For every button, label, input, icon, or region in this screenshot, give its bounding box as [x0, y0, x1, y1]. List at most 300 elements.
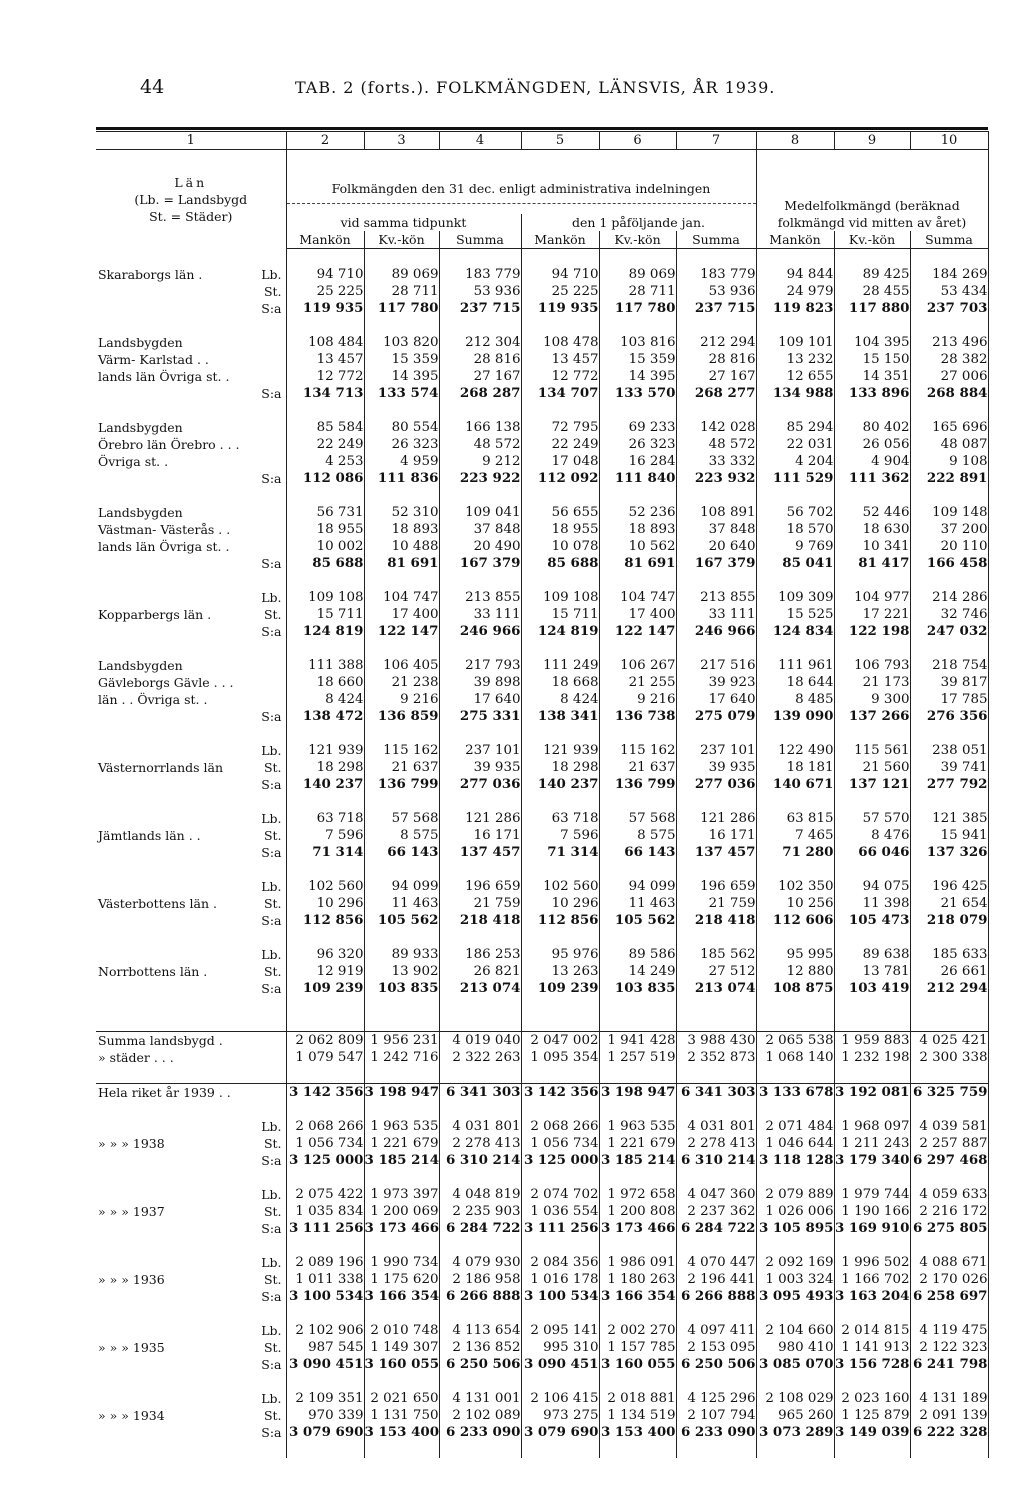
- table-cell: 57 570: [834, 810, 910, 827]
- table-row: [96, 538, 988, 555]
- table-cell: 52 446: [834, 504, 910, 521]
- table-cell: 3 163 204: [834, 1288, 910, 1304]
- table-cell: 965 260: [756, 1407, 834, 1424]
- table-cell: 1 190 166: [834, 1203, 910, 1220]
- table-cell: 85 688: [521, 555, 599, 572]
- row-label-main: Västernorrlands län: [98, 760, 224, 775]
- spacer-cell: [834, 1305, 910, 1322]
- table-cell: 105 562: [599, 912, 676, 929]
- spacer-cell: [96, 1066, 286, 1084]
- table-cell: 2 257 887: [910, 1135, 988, 1152]
- spacer-cell: [676, 861, 756, 878]
- row-label-type: St.: [263, 284, 282, 299]
- row-label-main: Jämtlands län . .: [98, 828, 201, 843]
- table-cell: 8 476: [834, 827, 910, 844]
- spacer-cell: [286, 725, 364, 742]
- table-row: [96, 368, 988, 385]
- table-cell: 6 284 722: [676, 1220, 756, 1237]
- table-cell: 28 711: [599, 283, 676, 300]
- row-label-type: S:a: [261, 981, 282, 996]
- row-label-type: S:a: [261, 709, 282, 724]
- spacer-cell: [676, 1101, 756, 1118]
- row-label-type: St.: [263, 1340, 282, 1355]
- table-cell: 121 939: [521, 742, 599, 759]
- table-cell: 53 936: [439, 283, 521, 300]
- table-cell: 6 310 214: [676, 1152, 756, 1169]
- spacer-cell: [599, 793, 676, 810]
- table-cell: 109 239: [286, 980, 364, 997]
- table-cell: 1 257 519: [599, 1049, 676, 1066]
- row-label-main: län . . Övriga st. .: [98, 692, 208, 707]
- table-cell: 6 233 090: [676, 1424, 756, 1441]
- table-cell: 24 979: [756, 283, 834, 300]
- table-cell: 4 070 447: [676, 1254, 756, 1271]
- table-cell: 1 973 397: [364, 1186, 439, 1203]
- spacer-cell: [756, 1014, 834, 1032]
- table-cell: 21 759: [676, 895, 756, 912]
- spacer-cell: [910, 249, 988, 267]
- table-cell: 2 136 852: [439, 1339, 521, 1356]
- table-cell: 21 255: [599, 674, 676, 691]
- table-cell: 81 417: [834, 555, 910, 572]
- table-cell: 89 638: [834, 946, 910, 963]
- spacer-cell: [599, 861, 676, 878]
- table-cell: 53 936: [676, 283, 756, 300]
- row-spacer: [96, 572, 988, 589]
- table-cell: 122 490: [756, 742, 834, 759]
- table-cell: 4 047 360: [676, 1186, 756, 1203]
- table-cell: 3 160 055: [364, 1356, 440, 1372]
- table-cell: 139 090: [756, 708, 834, 725]
- spacer-cell: [834, 640, 910, 657]
- table-cell: 22 031: [756, 436, 834, 453]
- row-label-main: » » » 1934: [98, 1408, 165, 1423]
- row-label: [96, 1152, 286, 1169]
- table-cell: 121 939: [286, 742, 364, 759]
- row-label: [96, 470, 286, 487]
- table-cell: 121 286: [439, 810, 521, 827]
- spacer-cell: [364, 1237, 439, 1254]
- spacer-cell: [521, 997, 599, 1014]
- table-cell: 1 221 679: [599, 1135, 676, 1152]
- table-cell: 196 425: [910, 878, 988, 895]
- table-cell: 57 568: [364, 810, 439, 827]
- table-cell: 1 036 554: [521, 1203, 599, 1220]
- table-cell: 109 108: [286, 589, 364, 606]
- table-cell: 27 006: [910, 368, 988, 385]
- spacer-cell: [910, 861, 988, 878]
- table-cell: 1 131 750: [364, 1407, 439, 1424]
- table-cell: 3 090 451: [521, 1356, 599, 1373]
- table-cell: 17 640: [676, 691, 756, 708]
- table-cell: 136 799: [364, 776, 439, 793]
- row-label: [96, 334, 286, 351]
- row-spacer: [96, 249, 988, 267]
- row-label-main: Kopparbergs län .: [98, 607, 212, 622]
- table-cell: 37 848: [676, 521, 756, 538]
- table-cell: 2 170 026: [910, 1271, 988, 1288]
- spacer-cell: [676, 1169, 756, 1186]
- spacer-cell: [676, 1237, 756, 1254]
- row-label: [96, 1339, 286, 1356]
- table-cell: 109 041: [439, 504, 521, 521]
- table-row: [96, 589, 988, 606]
- spacer-cell: [676, 1441, 756, 1458]
- spacer-cell: [439, 249, 521, 267]
- table-cell: 18 893: [599, 521, 676, 538]
- row-label: [96, 776, 286, 793]
- table-cell: 2 122 323: [910, 1339, 988, 1356]
- table-cell: 3 153 400: [600, 1424, 676, 1440]
- table-cell: 7 596: [521, 827, 599, 844]
- table-cell: 3 198 947: [600, 1084, 676, 1100]
- row-label: [96, 453, 286, 470]
- table-row: [96, 1203, 988, 1220]
- row-label-type: S:a: [261, 386, 282, 401]
- table-cell: 103 835: [599, 980, 676, 997]
- table-row: [96, 436, 988, 453]
- table-cell: 117 780: [599, 300, 676, 317]
- spacer-cell: [756, 487, 834, 504]
- table-cell: 3 085 070: [756, 1356, 834, 1373]
- table-cell: 13 457: [521, 351, 599, 368]
- spacer-cell: [364, 317, 439, 334]
- table-cell: 275 079: [676, 708, 756, 725]
- row-label-main: Övriga st. .: [98, 454, 169, 469]
- row-label: [96, 742, 286, 759]
- spacer-cell: [599, 249, 676, 267]
- table-cell: 18 660: [286, 674, 364, 691]
- spacer-cell: [910, 487, 988, 504]
- spacer-cell: [439, 1169, 521, 1186]
- row-spacer: [96, 861, 988, 878]
- table-cell: 25 225: [286, 283, 364, 300]
- table-cell: 21 560: [834, 759, 910, 776]
- row-label: [96, 1407, 286, 1424]
- spacer-cell: [599, 572, 676, 589]
- row-label: [96, 300, 286, 317]
- table-cell: 4 079 930: [439, 1254, 521, 1271]
- row-spacer: [96, 487, 988, 504]
- table-row: [96, 759, 988, 776]
- table-cell: 20 110: [910, 538, 988, 555]
- table-cell: 133 570: [599, 385, 676, 402]
- table-cell: 63 815: [756, 810, 834, 827]
- table-cell: 3 142 356: [286, 1084, 364, 1102]
- table-cell: 33 332: [676, 453, 756, 470]
- table-cell: 115 162: [364, 742, 439, 759]
- table-cell: 268 884: [910, 385, 988, 402]
- table-cell: 21 654: [910, 895, 988, 912]
- table-cell: 212 294: [676, 334, 756, 351]
- table-cell: 186 253: [439, 946, 521, 963]
- table-cell: 9 108: [910, 453, 988, 470]
- table-cell: 183 779: [676, 266, 756, 283]
- row-spacer: [96, 1169, 988, 1186]
- spacer-cell: [96, 1373, 286, 1390]
- table-cell: 15 711: [286, 606, 364, 623]
- table-cell: 26 323: [364, 436, 439, 453]
- table-cell: 13 232: [756, 351, 834, 368]
- table-cell: 2 023 160: [834, 1390, 910, 1407]
- table-cell: 6 233 090: [439, 1424, 521, 1441]
- table-cell: 218 754: [910, 657, 988, 674]
- spacer-cell: [599, 1014, 676, 1032]
- table-cell: 52 310: [364, 504, 439, 521]
- column-number-7: 7: [676, 132, 756, 150]
- table-row: [96, 1254, 988, 1271]
- table-cell: 2 075 422: [286, 1186, 364, 1203]
- spacer-cell: [286, 640, 364, 657]
- table-cell: 14 351: [834, 368, 910, 385]
- row-label-type: Lb.: [261, 947, 282, 962]
- table-cell: 1 095 354: [521, 1049, 599, 1066]
- spacer-cell: [756, 861, 834, 878]
- table-row: [96, 1424, 988, 1441]
- table-cell: 112 856: [521, 912, 599, 929]
- column-number-3: 3: [364, 132, 439, 150]
- table-cell: 15 525: [756, 606, 834, 623]
- table-row: [96, 1356, 988, 1373]
- spacer-cell: [756, 1441, 834, 1458]
- table-cell: 13 457: [286, 351, 364, 368]
- table-cell: 1 125 879: [834, 1407, 910, 1424]
- table-cell: 2 104 660: [756, 1322, 834, 1339]
- table-cell: 3 100 534: [521, 1288, 599, 1305]
- row-label: [96, 521, 286, 538]
- spacer-cell: [286, 317, 364, 334]
- spacer-cell: [96, 1441, 286, 1458]
- row-label: [96, 538, 286, 555]
- table-cell: 4 204: [756, 453, 834, 470]
- table-cell: 27 167: [676, 368, 756, 385]
- table-cell: 140 671: [756, 776, 834, 793]
- table-cell: 222 891: [910, 470, 988, 487]
- table-cell: 48 087: [910, 436, 988, 453]
- spacer-cell: [834, 317, 910, 334]
- table-cell: 3 105 895: [756, 1220, 834, 1237]
- table-cell: 39 923: [676, 674, 756, 691]
- table-cell: 39 741: [910, 759, 988, 776]
- table-cell: 8 485: [756, 691, 834, 708]
- table-row: [96, 555, 988, 572]
- spacer-cell: [910, 572, 988, 589]
- table-cell: 3 111 256: [521, 1220, 599, 1237]
- row-label: [96, 844, 286, 861]
- table-cell: 14 249: [599, 963, 676, 980]
- table-cell: 2 018 881: [599, 1390, 676, 1407]
- row-label-main: Landsbygden: [98, 658, 183, 673]
- table-cell: 10 562: [599, 538, 676, 555]
- row-label-type: Lb.: [261, 590, 282, 605]
- table-cell: 268 287: [439, 385, 521, 402]
- table-cell: 66 046: [834, 844, 910, 861]
- table-cell: 13 781: [834, 963, 910, 980]
- spacer-cell: [834, 402, 910, 419]
- table-cell: 1 956 231: [364, 1032, 439, 1050]
- table-row: [96, 470, 988, 487]
- spacer-cell: [756, 1305, 834, 1322]
- table-cell: 3 118 128: [756, 1152, 834, 1169]
- table-cell: 165 696: [910, 419, 988, 436]
- table-row: [96, 657, 988, 674]
- table-cell: 48 572: [676, 436, 756, 453]
- table-cell: 223 922: [439, 470, 521, 487]
- column-number-8: 8: [756, 132, 834, 150]
- subheader-summa: Summa: [676, 231, 756, 249]
- table-cell: 17 400: [364, 606, 439, 623]
- table-cell: 6 266 888: [439, 1288, 521, 1305]
- table-cell: 1 972 658: [599, 1186, 676, 1203]
- table-cell: 2 102 089: [439, 1407, 521, 1424]
- table-cell: 134 713: [286, 385, 364, 402]
- row-spacer: [96, 1237, 988, 1254]
- table-cell: 106 267: [599, 657, 676, 674]
- table-cell: 1 166 702: [834, 1271, 910, 1288]
- table-cell: 184 269: [910, 266, 988, 283]
- table-cell: 48 572: [439, 436, 521, 453]
- table-cell: 2 062 809: [286, 1032, 364, 1050]
- table-cell: 85 041: [756, 555, 834, 572]
- row-label-type: St.: [263, 1408, 282, 1423]
- table-cell: 37 200: [910, 521, 988, 538]
- table-cell: 121 385: [910, 810, 988, 827]
- table-cell: 15 711: [521, 606, 599, 623]
- spacer-cell: [439, 1441, 521, 1458]
- table-cell: 2 153 095: [676, 1339, 756, 1356]
- table-cell: 2 095 141: [521, 1322, 599, 1339]
- table-cell: 2 196 441: [676, 1271, 756, 1288]
- spacer-cell: [439, 317, 521, 334]
- table-cell: 8 575: [364, 827, 439, 844]
- table-cell: 119 823: [756, 300, 834, 317]
- table-cell: 9 212: [439, 453, 521, 470]
- table-cell: 2 278 413: [439, 1135, 521, 1152]
- table-cell: 10 296: [286, 895, 364, 912]
- table-cell: 13 263: [521, 963, 599, 980]
- table-cell: 246 966: [676, 623, 756, 640]
- table-cell: 71 314: [286, 844, 364, 861]
- spacer-cell: [756, 1237, 834, 1254]
- spacer-cell: [521, 1101, 599, 1118]
- row-label-type: S:a: [261, 624, 282, 639]
- row-label-type: S:a: [261, 1425, 282, 1440]
- table-cell: 39 898: [439, 674, 521, 691]
- row-label-main: » » » 1938: [98, 1136, 165, 1151]
- table-row: [96, 1339, 988, 1356]
- table-cell: 33 111: [676, 606, 756, 623]
- row-label-type: S:a: [261, 471, 282, 486]
- table-cell: 112 092: [521, 470, 599, 487]
- table-row: [96, 1322, 988, 1339]
- sub1-title: vid samma tidpunkt: [287, 214, 522, 231]
- spacer-cell: [676, 402, 756, 419]
- table-cell: 69 233: [599, 419, 676, 436]
- spacer-cell: [521, 249, 599, 267]
- table-cell: 1 963 535: [599, 1118, 676, 1135]
- spacer-cell: [599, 725, 676, 742]
- table-cell: 6 297 468: [910, 1152, 988, 1169]
- spacer-cell: [910, 1101, 988, 1118]
- spacer-cell: [910, 997, 988, 1014]
- table-cell: 1 079 547: [286, 1049, 364, 1066]
- table-cell: 10 256: [756, 895, 834, 912]
- spacer-cell: [599, 1441, 676, 1458]
- spacer-cell: [439, 402, 521, 419]
- table-cell: 3 090 451: [286, 1356, 364, 1373]
- table-cell: 4 113 654: [439, 1322, 521, 1339]
- table-cell: 18 181: [756, 759, 834, 776]
- spacer-cell: [599, 640, 676, 657]
- table-cell: 2 068 266: [521, 1118, 599, 1135]
- spacer-cell: [834, 249, 910, 267]
- row-label-main: Norrbottens län .: [98, 964, 208, 979]
- table-cell: 39 935: [676, 759, 756, 776]
- table-cell: 166 458: [910, 555, 988, 572]
- spacer-cell: [96, 1101, 286, 1118]
- table-cell: 185 562: [676, 946, 756, 963]
- spacer-cell: [521, 1441, 599, 1458]
- table-cell: 3 100 534: [286, 1288, 364, 1305]
- table-cell: 13 902: [364, 963, 439, 980]
- table-cell: 18 298: [286, 759, 364, 776]
- table-cell: 3 185 214: [600, 1152, 676, 1168]
- spacer-cell: [756, 725, 834, 742]
- table-cell: 6 341 303: [439, 1084, 521, 1102]
- spacer-cell: [286, 1169, 364, 1186]
- spacer-cell: [521, 725, 599, 742]
- spacer-cell: [364, 725, 439, 742]
- spacer-cell: [756, 929, 834, 946]
- table-cell: 136 738: [599, 708, 676, 725]
- row-label-main: » » » 1936: [98, 1272, 165, 1287]
- table-cell: 8 424: [286, 691, 364, 708]
- table-cell: 3 111 256: [286, 1220, 364, 1237]
- table-cell: 277 792: [910, 776, 988, 793]
- table-cell: 2 092 169: [756, 1254, 834, 1271]
- table-cell: 4 019 040: [439, 1032, 521, 1050]
- table-cell: 6 310 214: [439, 1152, 521, 1169]
- row-label-main: » » » 1937: [98, 1204, 165, 1219]
- row-label: [96, 351, 286, 368]
- table-cell: 10 488: [364, 538, 439, 555]
- table-cell: 1 056 734: [521, 1135, 599, 1152]
- table-cell: 33 111: [439, 606, 521, 623]
- table-cell: 7 596: [286, 827, 364, 844]
- table-cell: 17 048: [521, 453, 599, 470]
- subheader-mankon: Mankön: [521, 231, 599, 249]
- table-cell: 14 395: [599, 368, 676, 385]
- table-cell: 212 294: [910, 980, 988, 997]
- table-cell: 1 068 140: [756, 1049, 834, 1066]
- table-cell: 3 125 000: [286, 1152, 364, 1169]
- row-label-type: St.: [263, 1136, 282, 1151]
- row-label: [96, 895, 286, 912]
- table-cell: 1 232 198: [834, 1049, 910, 1066]
- table-cell: 18 630: [834, 521, 910, 538]
- table-cell: 4 031 801: [439, 1118, 521, 1135]
- table-cell: 124 819: [286, 623, 364, 640]
- row-label: [96, 1135, 286, 1152]
- table-cell: 1 200 069: [364, 1203, 439, 1220]
- table-cell: 25 225: [521, 283, 599, 300]
- table-cell: 111 249: [521, 657, 599, 674]
- subheader-kvkon: Kv.-kön: [834, 231, 910, 249]
- spacer-cell: [676, 317, 756, 334]
- table-cell: 18 570: [756, 521, 834, 538]
- spacer-cell: [364, 1066, 439, 1084]
- spacer-cell: [599, 402, 676, 419]
